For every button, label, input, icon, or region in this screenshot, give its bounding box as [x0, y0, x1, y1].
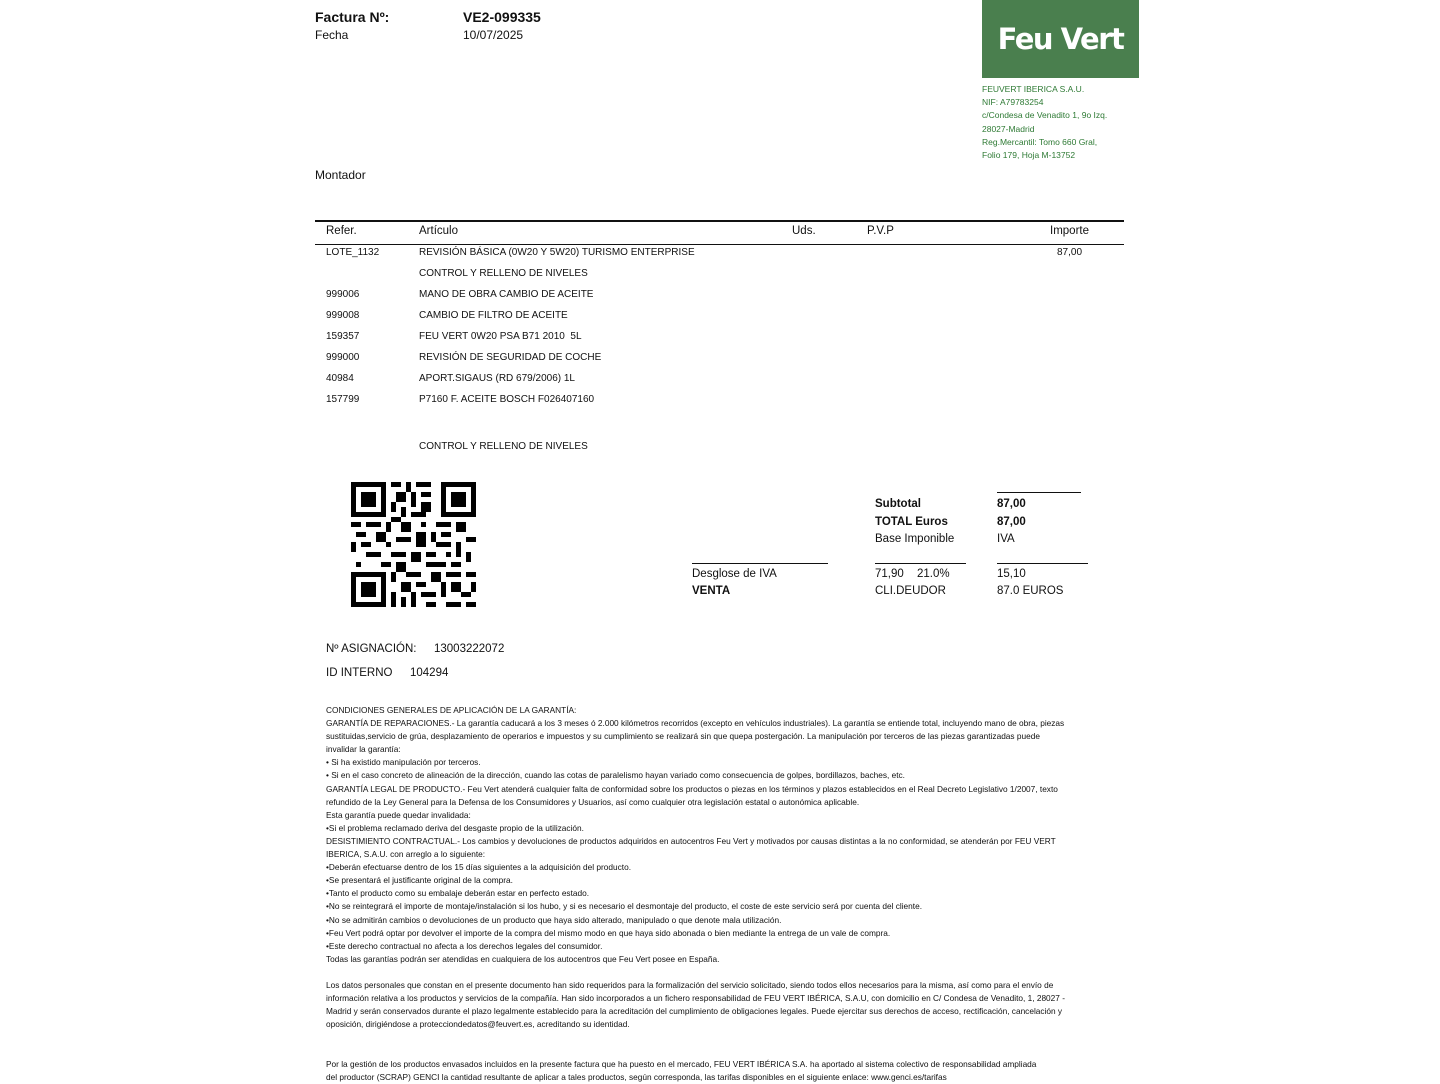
condition-line: DESISTIMIENTO CONTRACTUAL.- Los cambios y devoluciones de productos adquiridos en autocentros Feu Vert y motivados por causas distintas a la no conformidad, se atenderán por FEU VERT: [326, 835, 1056, 846]
venta-label: VENTA: [692, 585, 731, 597]
condition-line: Todas las garantías podrán ser atendidas en cualquiera de los autocentros que Feu Vert posee en España.: [326, 953, 720, 964]
company-line: FEUVERT IBERICA S.A.U.: [982, 84, 1085, 94]
condition-line: •Feu Vert podrá optar por devolver el importe de la compra del mismo modo en que haya sido abonada o bien mediante la entrega de un vale de compra.: [326, 927, 891, 938]
condition-line: •No se admitirán cambios o devoluciones de un producto que haya sido alterado, manipulado o que denote mala utilización.: [326, 914, 782, 925]
id-interno-value: 104294: [410, 667, 449, 679]
iva-value: 15,10: [997, 568, 1026, 580]
row-article: APORT.SIGAUS (RD 679/2006) 1L: [419, 373, 575, 384]
subtotal-label: Subtotal: [875, 498, 921, 510]
payment-value: 87.0 EUROS: [997, 585, 1064, 597]
table-top-rule: [315, 220, 1124, 222]
condition-line: IBERICA, S.A.U. con arreglo a lo siguiente:: [326, 849, 486, 860]
clipped-line: [315, 46, 515, 48]
privacy-line: Los datos personales que constan en el presente documento han sido requeridos para la formalización del servicio solicitado, siendo todos ellos necesarios para la misma, así como para el envío de: [326, 979, 1054, 990]
row-article: FEU VERT 0W20 PSA B71 2010 5L: [419, 331, 582, 342]
company-info: [982, 83, 1107, 162]
col-header-amount: Importe: [1050, 225, 1089, 237]
condition-line: GARANTÍA LEGAL DE PRODUCTO.- Feu Vert atenderá cualquier falta de conformidad sobre los productos o piezas en los términos y plazos establecidos en el Real Decreto Legislativo 1/2007, texto: [326, 783, 1058, 794]
asignacion-value: 13003222072: [434, 643, 505, 655]
condition-line: CONDICIONES GENERALES DE APLICACIÓN DE LA GARANTÍA:: [326, 705, 577, 715]
qr-code: [351, 482, 476, 607]
scrap-line: del productor (SCRAP) GENCI la cantidad resultante de aplicar a tales productos, según corresponda, las tarifas disponibles en el siguiente enlace: www.genci.es/tarifas: [326, 1071, 947, 1082]
col-header-article: Artículo: [419, 225, 458, 237]
desglose-rule: [692, 563, 828, 564]
company-line: NIF: A79783254: [982, 97, 1044, 108]
condition-line: sustituidas,servicio de grúa, desplazamiento de operarios e impuestos y su cumplimiento se realizará sin que quepa postergación. La manipulación por terceros de las piezas garantizadas puede: [326, 731, 1040, 742]
total-value: 87,00: [997, 516, 1026, 528]
condition-line: GARANTÍA DE REPARACIONES.- La garantía caducará a los 3 meses ó 2.000 kilómetros recorridos (excepto en vehículos industriales). La garantía se entiende total, incluyendo mano de obra, piezas: [326, 718, 1065, 729]
asignacion-label: Nº ASIGNACIÓN:: [326, 643, 417, 655]
date-value: 10/07/2025: [463, 28, 524, 42]
invoice-number: VE2-099335: [463, 9, 541, 25]
base-rule: [875, 563, 966, 564]
row-article: REVISIÓN BÁSICA (0W20 Y 5W20) TURISMO ENTERPRISE: [419, 247, 695, 258]
condition-line: • Si en el caso concreto de alineación de la dirección, cuando las cotas de paralelismo hayan variado como consecuencia de golpes, bordillazos, baches, etc.: [326, 770, 905, 781]
logo-text: Feu Vert: [997, 22, 1124, 56]
row-ref: 40984: [326, 373, 354, 384]
row-article: MANO DE OBRA CAMBIO DE ACEITE: [419, 289, 594, 300]
feu-vert-logo: [982, 0, 1139, 78]
row-ref: 999000: [326, 352, 360, 363]
id-interno-label: ID INTERNO: [326, 667, 393, 679]
table-footer-note: CONTROL Y RELLENO DE NIVELES: [419, 441, 588, 452]
col-header-ref: Refer.: [326, 225, 357, 237]
row-article: CAMBIO DE FILTRO DE ACEITE: [419, 310, 568, 321]
row-article: P7160 F. ACEITE BOSCH F026407160: [419, 394, 595, 405]
condition-line: •Deberán efectuarse dentro de los 15 días siguientes a la adquisición del producto.: [326, 862, 632, 873]
scrap-line: Por la gestión de los productos envasados incluidos en la presente factura que ha puesto en el mercado, FEU VERT IBÉRICA S.A. ha aportado al sistema colectivo de responsabilidad ampliada: [326, 1058, 1037, 1069]
row-article: REVISIÓN DE SEGURIDAD DE COCHE: [419, 352, 602, 363]
row-article: CONTROL Y RELLENO DE NIVELES: [419, 268, 588, 279]
base-label: Base Imponible: [875, 533, 955, 545]
row-ref: 999006: [326, 289, 360, 300]
condition-line: •No se reintegrará el importe de montaje/instalación si los hubo, y si es necesario el desmontaje del producto, el coste de este servicio será por cuenta del cliente.: [326, 901, 922, 912]
payment-label: CLI.DEUDOR: [875, 585, 946, 597]
total-label: TOTAL Euros: [875, 516, 948, 528]
company-line: Folio 179, Hoja M-13752: [982, 150, 1076, 161]
condition-line: Esta garantía puede quedar invalidada:: [326, 809, 471, 820]
condition-line: •Se presentará el justificante original de la compra.: [326, 875, 513, 886]
condition-line: invalidar la garantía:: [326, 744, 401, 755]
privacy-line: Madrid y serán conservados durante el plazo legalmente establecido para la acreditación del cumplimiento de obligaciones legales. Puede ejercitar sus derechos de acceso, rectificación, cancelación y: [326, 1006, 1063, 1017]
company-line: 28027-Madrid: [982, 123, 1035, 134]
privacy-line: información relativa a los productos y servicios de la compañía. Han sido incorporados a un fichero responsabilidad de FEU VERT IBÉRICA, S.A.U, con domicilio en C/ Condesa de Venadito, 1, 28027 -: [326, 993, 1065, 1004]
invoice-label: Factura Nº:: [315, 9, 390, 25]
privacy-line: oposición, dirigiéndose a protecciondedatos@feuvert.es, acreditando su identidad.: [326, 1019, 630, 1030]
condition-line: •Este derecho contractual no afecta a los derechos legales del consumidor.: [326, 940, 603, 951]
row-ref: LOTE_1132: [326, 247, 380, 258]
iva-rule: [997, 563, 1088, 564]
condition-line: •Tanto el producto como su embalaje deberán estar en perfecto estado.: [326, 888, 590, 899]
company-line: c/Condesa de Venadito 1, 9o Izq.: [982, 110, 1108, 121]
condition-line: •Si el problema reclamado deriva del desgaste propio de la utilización.: [326, 822, 584, 833]
col-header-pvp: P.V.P: [867, 225, 894, 237]
iva-rate: 21.0%: [917, 568, 950, 580]
conditions-block: [326, 704, 1116, 1084]
row-ref: 159357: [326, 331, 360, 342]
subtotal-rule: [997, 492, 1081, 493]
row-ref: 157799: [326, 394, 360, 405]
row-amount: 87,00: [1057, 247, 1083, 258]
condition-line: • Si ha existido manipulación por terceros.: [326, 757, 481, 768]
row-ref: 999008: [326, 310, 360, 321]
montador-label: Montador: [315, 168, 366, 182]
subtotal-value: 87,00: [997, 498, 1026, 510]
table-header-rule: [315, 244, 1124, 245]
col-header-units: Uds.: [792, 225, 816, 237]
desglose-label: Desglose de IVA: [692, 568, 777, 580]
iva-label: IVA: [997, 533, 1015, 545]
date-label: Fecha: [315, 28, 349, 42]
condition-line: refundido de la Ley General para la Defensa de los Consumidores y Usuarios, así como cualquier otra legislación estatal o autonómica aplicable.: [326, 796, 860, 807]
base-value: 71,90: [875, 568, 904, 580]
company-line: Reg.Mercantil: Tomo 660 Gral,: [982, 136, 1098, 147]
